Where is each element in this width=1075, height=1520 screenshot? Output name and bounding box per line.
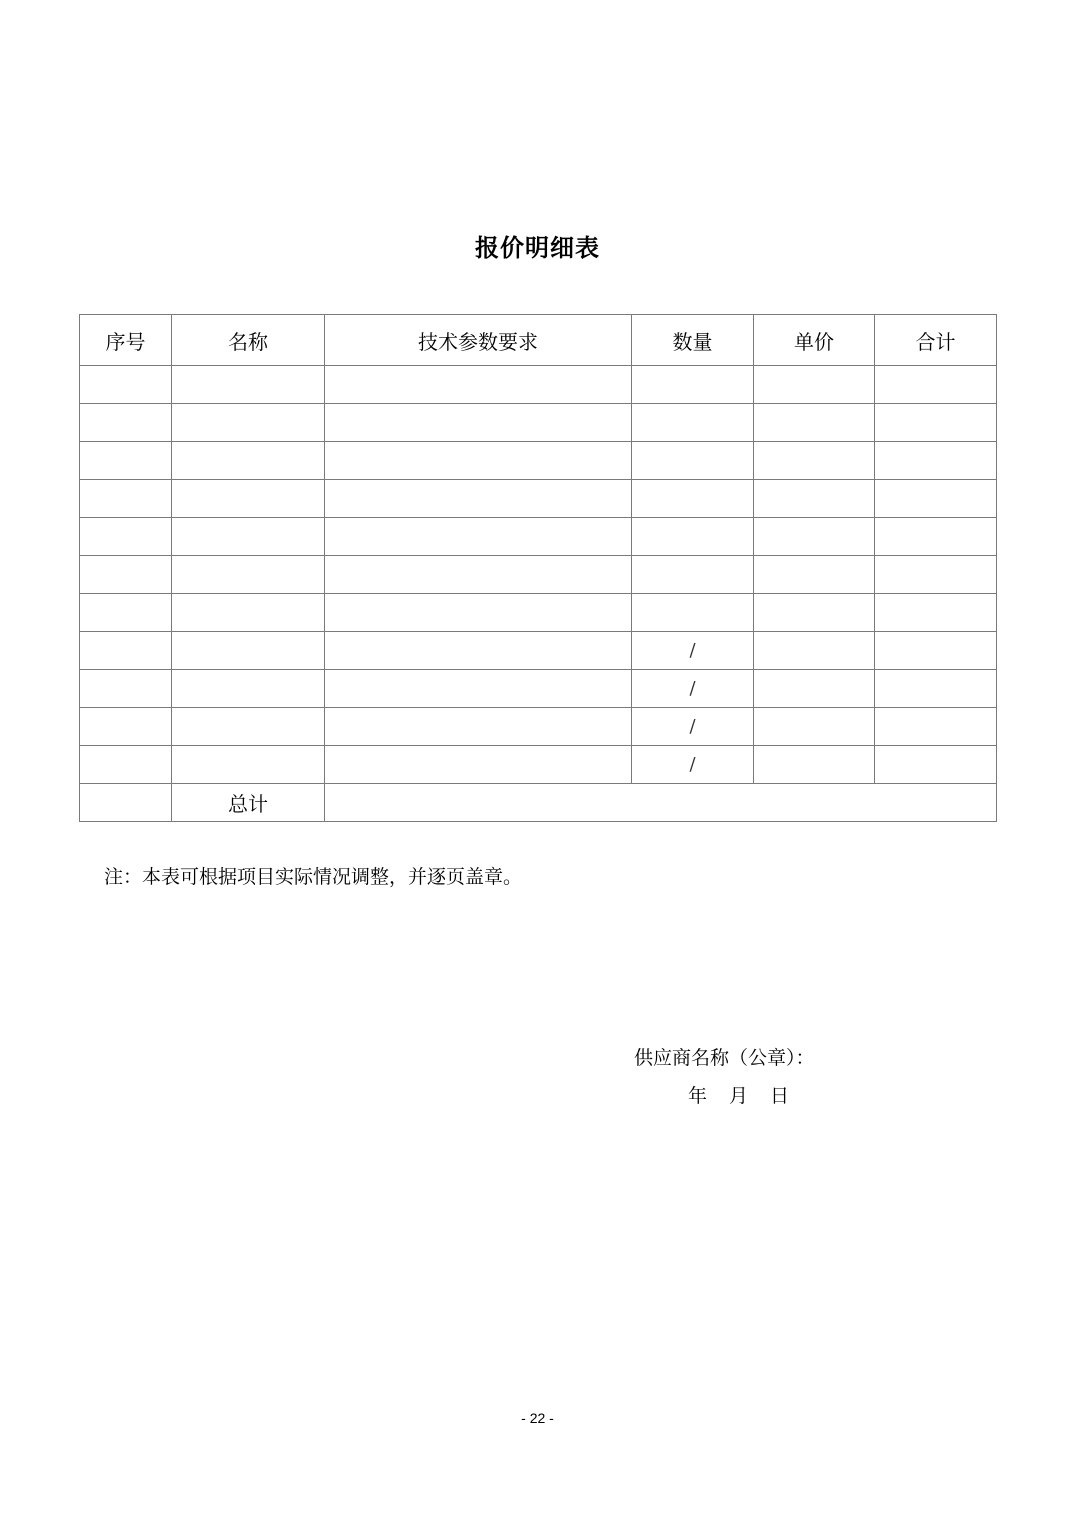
cell-subtotal [875, 366, 997, 404]
cell-index [80, 632, 172, 670]
header-tech-params: 技术参数要求 [325, 315, 632, 366]
cell-quantity [632, 366, 754, 404]
cell-tech-params [325, 404, 632, 442]
cell-name [172, 670, 325, 708]
table-row [80, 480, 997, 518]
cell-name [172, 404, 325, 442]
cell-unit-price [754, 556, 875, 594]
cell-index [80, 708, 172, 746]
signature-date [688, 1081, 789, 1108]
table-row [80, 594, 997, 632]
cell-name [172, 556, 325, 594]
cell-subtotal [875, 632, 997, 670]
cell-index [80, 366, 172, 404]
cell-unit-price [754, 670, 875, 708]
supplier-name-label: 供应商名称（公章）： [634, 1047, 815, 1069]
cell-quantity: / [632, 746, 754, 784]
cell-subtotal [875, 556, 997, 594]
cell-subtotal [875, 480, 997, 518]
quote-table [79, 314, 997, 822]
header-name: 名称 [172, 315, 325, 366]
cell-quantity [632, 518, 754, 556]
table-row [80, 442, 997, 480]
cell-tech-params [325, 442, 632, 480]
cell-index [80, 556, 172, 594]
table-header-row [80, 315, 997, 366]
document-title: 报价明细表 [475, 234, 600, 262]
table-row [80, 404, 997, 442]
table-row [80, 556, 997, 594]
cell-quantity [632, 556, 754, 594]
header-subtotal: 合计 [875, 315, 997, 366]
header-quantity: 数量 [632, 315, 754, 366]
date-day-label: 日 [770, 1085, 790, 1107]
total-label: 总计 [172, 784, 325, 822]
table-note: 注：本表可根据项目实际情况调整，并逐页盖章。 [104, 866, 523, 888]
cell-unit-price [754, 442, 875, 480]
cell-tech-params [325, 746, 632, 784]
cell-name [172, 746, 325, 784]
cell-quantity: / [632, 670, 754, 708]
cell-unit-price [754, 480, 875, 518]
cell-index [80, 746, 172, 784]
cell-tech-params [325, 594, 632, 632]
cell-tech-params [325, 670, 632, 708]
cell-name [172, 594, 325, 632]
cell-tech-params [325, 518, 632, 556]
cell-name [172, 708, 325, 746]
table-row [80, 746, 997, 784]
cell-index [80, 670, 172, 708]
cell-subtotal [875, 404, 997, 442]
cell-tech-params [325, 556, 632, 594]
cell-quantity: / [632, 632, 754, 670]
cell-subtotal [875, 442, 997, 480]
cell-unit-price [754, 708, 875, 746]
table-row [80, 518, 997, 556]
cell-index [80, 518, 172, 556]
cell-unit-price [754, 594, 875, 632]
table-row [80, 670, 997, 708]
cell-subtotal [875, 518, 997, 556]
cell-subtotal [875, 594, 997, 632]
date-year-label: 年 [688, 1085, 708, 1107]
cell-quantity: / [632, 708, 754, 746]
header-index: 序号 [80, 315, 172, 366]
page-number: - 22 - [521, 1410, 554, 1426]
cell-index [80, 480, 172, 518]
cell-name [172, 518, 325, 556]
cell-quantity [632, 442, 754, 480]
cell-quantity [632, 404, 754, 442]
cell-quantity [632, 594, 754, 632]
cell-name [172, 366, 325, 404]
table-row [80, 366, 997, 404]
cell-index [80, 442, 172, 480]
total-row [80, 784, 997, 822]
cell-index [80, 594, 172, 632]
cell-unit-price [754, 632, 875, 670]
cell-name [172, 442, 325, 480]
cell-subtotal [875, 746, 997, 784]
cell-index [80, 404, 172, 442]
header-unit-price: 单价 [754, 315, 875, 366]
cell-unit-price [754, 518, 875, 556]
table-row [80, 632, 997, 670]
cell-tech-params [325, 480, 632, 518]
cell-subtotal [875, 670, 997, 708]
cell-name [172, 632, 325, 670]
total-value [325, 784, 997, 822]
cell-unit-price [754, 746, 875, 784]
cell-unit-price [754, 366, 875, 404]
table-row [80, 708, 997, 746]
cell-unit-price [754, 404, 875, 442]
cell-quantity [632, 480, 754, 518]
cell-tech-params [325, 632, 632, 670]
cell-subtotal [875, 708, 997, 746]
cell-name [172, 480, 325, 518]
cell-tech-params [325, 708, 632, 746]
date-month-label: 月 [729, 1085, 749, 1107]
cell-tech-params [325, 366, 632, 404]
total-index-cell [80, 784, 172, 822]
